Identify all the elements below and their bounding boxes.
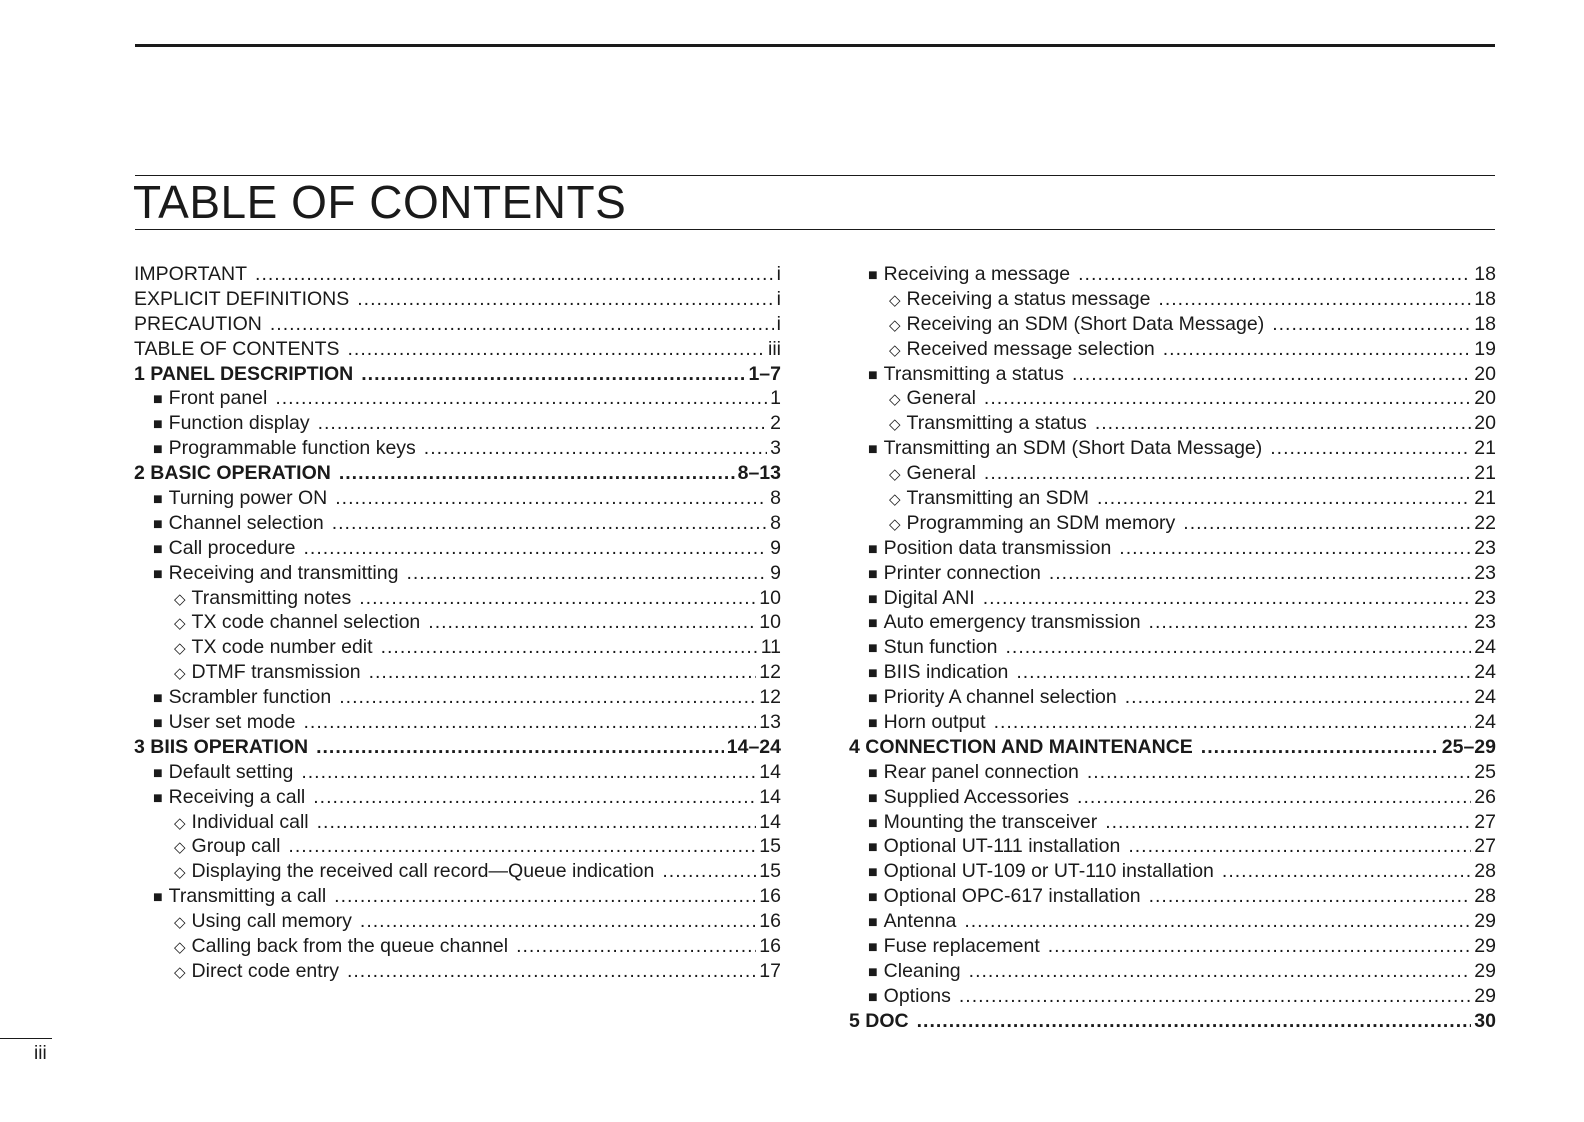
toc-entry-page: 11 (760, 636, 781, 659)
toc-entry-page: 29 (1474, 984, 1496, 1007)
dot-leader (1125, 685, 1472, 710)
toc-entry[interactable] (134, 337, 781, 362)
toc-entry-label: Transmitting notes (191, 586, 352, 609)
toc-entry-page: 14 (759, 785, 781, 808)
toc-entry[interactable] (134, 411, 781, 436)
square-bullet-icon: ■ (868, 366, 878, 384)
toc-entry-label: Displaying the received call record—Queue indication (191, 860, 655, 883)
toc-entry-page: 20 (1474, 387, 1496, 410)
toc-entry-label: Transmitting a status (906, 412, 1087, 435)
toc-entry[interactable] (849, 710, 1496, 735)
dot-leader (332, 511, 767, 536)
toc-entry-label: Turning power ON (168, 487, 328, 510)
footer-rule (0, 1038, 52, 1039)
toc-entry[interactable] (849, 486, 1496, 511)
square-bullet-icon: ■ (153, 416, 163, 434)
toc-entry-label: Options (883, 984, 951, 1007)
toc-entry[interactable] (134, 735, 781, 760)
toc-entry[interactable] (134, 461, 781, 486)
toc-entry[interactable] (134, 486, 781, 511)
diamond-bullet-icon: ◇ (889, 491, 901, 509)
toc-entry-page: 15 (759, 835, 781, 858)
toc-entry[interactable] (134, 635, 781, 660)
diamond-bullet-icon: ◇ (174, 939, 186, 957)
toc-entry-label: Rear panel connection (883, 760, 1079, 783)
diamond-bullet-icon: ◇ (174, 839, 186, 857)
toc-entry[interactable] (134, 685, 781, 710)
square-bullet-icon: ■ (868, 267, 878, 284)
toc-entry[interactable] (849, 635, 1496, 660)
toc-entry-label: 1 PANEL DESCRIPTION (134, 362, 354, 385)
toc-entry[interactable] (849, 859, 1496, 884)
toc-entry[interactable] (849, 586, 1496, 611)
toc-entry[interactable] (849, 461, 1496, 486)
square-bullet-icon: ■ (868, 715, 878, 733)
toc-entry-label: Transmitting an SDM (Short Data Message) (883, 437, 1263, 460)
square-bullet-icon: ■ (868, 690, 878, 708)
toc-entry[interactable] (134, 536, 781, 561)
dot-leader (339, 685, 756, 710)
square-bullet-icon: ■ (868, 814, 878, 832)
dot-leader (1087, 760, 1471, 785)
toc-entry-page: 9 (770, 536, 781, 559)
toc-entry[interactable] (134, 660, 781, 685)
dot-leader (1078, 262, 1471, 287)
toc-entry-page: 26 (1474, 785, 1496, 808)
toc-entry-label: EXPLICIT DEFINITIONS (134, 287, 350, 310)
toc-entry-label: Scrambler function (168, 686, 332, 709)
diamond-bullet-icon: ◇ (174, 914, 186, 932)
dot-leader (1016, 660, 1471, 685)
toc-entry-label: Stun function (883, 636, 998, 659)
toc-entry-page: 15 (759, 860, 781, 883)
toc-entry-page: 16 (759, 910, 781, 933)
toc-entry[interactable] (134, 884, 781, 909)
dot-leader (360, 909, 756, 934)
toc-entry-label: Receiving a status message (906, 287, 1151, 310)
toc-entry-page: 12 (759, 661, 781, 684)
toc-entry[interactable] (849, 984, 1496, 1009)
toc-entry[interactable] (134, 710, 781, 735)
toc-entry-page: 18 (1474, 287, 1496, 310)
toc-entry[interactable] (849, 386, 1496, 411)
toc-entry-label: Individual call (191, 810, 309, 833)
toc-entry-page: 2 (770, 412, 781, 435)
dot-leader (339, 461, 735, 486)
toc-entry-label: Default setting (168, 760, 294, 783)
toc-entry-label: Optional OPC-617 installation (883, 885, 1141, 908)
dot-leader (1149, 610, 1472, 635)
dot-leader (1222, 859, 1471, 884)
square-bullet-icon: ■ (153, 690, 163, 708)
toc-entry-label: 5 DOC (849, 1009, 909, 1032)
toc-entry-label: Using call memory (191, 910, 352, 933)
square-bullet-icon: ■ (153, 764, 163, 782)
dot-leader (406, 561, 767, 586)
toc-entry-label: 4 CONNECTION AND MAINTENANCE (849, 735, 1193, 758)
toc-entry[interactable] (849, 436, 1496, 461)
toc-entry-page: 21 (1474, 462, 1496, 485)
dot-leader (1201, 735, 1439, 760)
diamond-bullet-icon: ◇ (174, 590, 186, 608)
toc-entry-label: Fuse replacement (883, 935, 1040, 958)
toc-entry-label: Receiving a call (168, 785, 306, 808)
toc-entry-page: i (776, 312, 781, 335)
toc-entry[interactable] (849, 834, 1496, 859)
toc-entry-label: TX code number edit (191, 636, 373, 659)
toc-entry-page: 10 (759, 611, 781, 634)
toc-entry[interactable] (134, 760, 781, 785)
toc-entry[interactable] (134, 834, 781, 859)
toc-entry-page: 23 (1474, 586, 1496, 609)
square-bullet-icon: ■ (868, 914, 878, 932)
toc-entry[interactable] (134, 561, 781, 586)
dot-leader (316, 735, 724, 760)
toc-entry[interactable] (849, 561, 1496, 586)
toc-entry[interactable] (849, 312, 1496, 337)
toc-entry-page: 14 (759, 810, 781, 833)
toc-entry-page: 25 (1474, 760, 1496, 783)
toc-entry[interactable] (849, 909, 1496, 934)
toc-entry[interactable] (849, 610, 1496, 635)
dot-leader (301, 760, 756, 785)
toc-entry-label: Digital ANI (883, 586, 975, 609)
toc-entry-page: 23 (1474, 561, 1496, 584)
toc-entry[interactable] (134, 312, 781, 337)
dot-leader (994, 710, 1472, 735)
toc-entry-page: 24 (1474, 711, 1496, 734)
toc-entry-page: 18 (1474, 312, 1496, 335)
toc-entry-page: 10 (759, 586, 781, 609)
dot-leader (313, 785, 756, 810)
toc-entry-label: Programming an SDM memory (906, 511, 1176, 534)
dot-leader (917, 1009, 1472, 1034)
toc-entry-page: 29 (1474, 910, 1496, 933)
square-bullet-icon: ■ (868, 441, 878, 459)
square-bullet-icon: ■ (153, 441, 163, 459)
square-bullet-icon: ■ (868, 889, 878, 907)
toc-entry-page: 24 (1474, 686, 1496, 709)
dot-leader (1183, 511, 1471, 536)
toc-entry[interactable] (849, 362, 1496, 387)
toc-entry-label: Auto emergency transmission (883, 611, 1141, 634)
toc-entry-label: IMPORTANT (134, 263, 248, 285)
dot-leader (1119, 536, 1471, 561)
square-bullet-icon: ■ (153, 391, 163, 409)
toc-entry-label: Function display (168, 412, 310, 435)
toc-entry-page: 25–29 (1441, 735, 1496, 758)
dot-leader (1270, 436, 1471, 461)
toc-entry-page: 18 (1474, 263, 1496, 285)
title-rule-bottom (135, 229, 1495, 230)
toc-entry-page: 14 (759, 760, 781, 783)
dot-leader (1272, 312, 1471, 337)
toc-entry-page: 8 (770, 487, 781, 510)
square-bullet-icon: ■ (153, 565, 163, 583)
toc-entry[interactable] (134, 610, 781, 635)
dot-leader (304, 536, 768, 561)
toc-entry-page: 1–7 (748, 362, 781, 385)
toc-entry-page: 23 (1474, 611, 1496, 634)
toc-entry-label: Calling back from the queue channel (191, 935, 509, 958)
dot-leader (964, 909, 1471, 934)
dot-leader (303, 710, 756, 735)
square-bullet-icon: ■ (868, 615, 878, 633)
toc-entry-label: Receiving a message (883, 263, 1071, 285)
toc-entry-label: Mounting the transceiver (883, 810, 1098, 833)
toc-entry-page: 8–13 (737, 462, 781, 485)
square-bullet-icon: ■ (153, 889, 163, 907)
dot-leader (275, 386, 767, 411)
square-bullet-icon: ■ (153, 540, 163, 558)
toc-entry[interactable] (134, 934, 781, 959)
dot-leader (1105, 810, 1471, 835)
toc-entry-label: Transmitting a status (883, 362, 1064, 385)
toc-entry[interactable] (849, 685, 1496, 710)
square-bullet-icon: ■ (153, 491, 163, 509)
dot-leader (288, 834, 756, 859)
square-bullet-icon: ■ (868, 963, 878, 981)
toc-entry-label: Transmitting an SDM (906, 487, 1089, 510)
square-bullet-icon: ■ (868, 764, 878, 782)
diamond-bullet-icon: ◇ (174, 864, 186, 882)
toc-entry-label: Horn output (883, 711, 986, 734)
toc-entry-label: TX code channel selection (191, 611, 421, 634)
toc-entry[interactable] (849, 660, 1496, 685)
diamond-bullet-icon: ◇ (889, 515, 901, 533)
diamond-bullet-icon: ◇ (174, 814, 186, 832)
diamond-bullet-icon: ◇ (889, 291, 901, 309)
header-rule (135, 44, 1495, 47)
dot-leader (318, 411, 768, 436)
diamond-bullet-icon: ◇ (174, 615, 186, 633)
toc-entry-page: 27 (1474, 810, 1496, 833)
dot-leader (1072, 362, 1471, 387)
dot-leader (270, 312, 774, 337)
toc-entry-label: General (906, 462, 976, 485)
square-bullet-icon: ■ (868, 640, 878, 658)
toc-entry-page: 23 (1474, 536, 1496, 559)
diamond-bullet-icon: ◇ (174, 665, 186, 683)
toc-entry-page: 28 (1474, 885, 1496, 908)
toc-entry[interactable] (849, 287, 1496, 312)
dot-leader (516, 934, 756, 959)
toc-entry-page: 27 (1474, 835, 1496, 858)
toc-entry-page: 17 (759, 959, 781, 982)
toc-entry-page: 24 (1474, 636, 1496, 659)
toc-entry-page: 16 (759, 935, 781, 958)
square-bullet-icon: ■ (868, 540, 878, 558)
toc-entry-page: 16 (759, 885, 781, 908)
dot-leader (984, 386, 1471, 411)
square-bullet-icon: ■ (153, 515, 163, 533)
toc-entry-label: Received message selection (906, 337, 1155, 360)
dot-leader (1163, 337, 1472, 362)
square-bullet-icon: ■ (868, 789, 878, 807)
page-title: TABLE OF CONTENTS (133, 176, 627, 228)
toc-entry-page: 13 (759, 711, 781, 734)
square-bullet-icon: ■ (153, 715, 163, 733)
square-bullet-icon: ■ (868, 590, 878, 608)
square-bullet-icon: ■ (868, 839, 878, 857)
toc-entry-page: 9 (770, 561, 781, 584)
dot-leader (959, 984, 1471, 1009)
diamond-bullet-icon: ◇ (889, 316, 901, 334)
toc-entry-page: i (776, 263, 781, 285)
dot-leader (424, 436, 767, 461)
toc-entry-label: BIIS indication (883, 661, 1009, 684)
dot-leader (361, 362, 745, 387)
diamond-bullet-icon: ◇ (889, 391, 901, 409)
toc-entry-label: Position data transmission (883, 536, 1112, 559)
toc-entry-label: Group call (191, 835, 281, 858)
toc-entry[interactable] (849, 262, 1496, 287)
toc-entry-page: 14–24 (726, 735, 781, 758)
toc-entry-label: Priority A channel selection (883, 686, 1117, 709)
toc-entry-page: i (776, 287, 781, 310)
dot-leader (347, 959, 756, 984)
dot-leader (359, 586, 756, 611)
dot-leader (1077, 785, 1471, 810)
toc-entry-page: 30 (1474, 1009, 1496, 1032)
toc-entry-page: 20 (1474, 362, 1496, 385)
toc-entry-label: User set mode (168, 711, 296, 734)
toc-entry-page: 3 (770, 437, 781, 460)
dot-leader (984, 461, 1471, 486)
toc-entry[interactable] (134, 909, 781, 934)
dot-leader (1149, 884, 1472, 909)
dot-leader (1006, 635, 1472, 660)
toc-entry-page: 29 (1474, 935, 1496, 958)
toc-entry-label: Call procedure (168, 536, 296, 559)
dot-leader (255, 262, 774, 287)
toc-entry[interactable] (849, 337, 1496, 362)
page-number: iii (34, 1043, 47, 1064)
toc-entry[interactable] (134, 436, 781, 461)
toc-entry-page: 24 (1474, 661, 1496, 684)
dot-leader (381, 635, 758, 660)
toc-entry[interactable] (849, 810, 1496, 835)
toc-entry-label: Receiving an SDM (Short Data Message) (906, 312, 1265, 335)
dot-leader (1049, 561, 1471, 586)
square-bullet-icon: ■ (868, 988, 878, 1006)
toc-entry[interactable] (134, 511, 781, 536)
dot-leader (1128, 834, 1471, 859)
toc-entry[interactable] (134, 959, 781, 984)
toc-entry-label: 3 BIIS OPERATION (134, 735, 309, 758)
toc-entry-page: 21 (1474, 437, 1496, 460)
toc-entry[interactable] (849, 1009, 1496, 1034)
toc-entry[interactable] (849, 959, 1496, 984)
toc-entry[interactable] (134, 810, 781, 835)
dot-leader (1097, 486, 1471, 511)
square-bullet-icon: ■ (868, 864, 878, 882)
toc-entry-page: 21 (1474, 487, 1496, 510)
toc-entry-label: Programmable function keys (168, 437, 416, 460)
toc-entry-page: 1 (770, 387, 781, 410)
toc-entry-label: Antenna (883, 910, 957, 933)
toc-entry-label: Printer connection (883, 561, 1041, 584)
dot-leader (983, 586, 1472, 611)
square-bullet-icon: ■ (868, 665, 878, 683)
toc-entry-label: Front panel (168, 387, 268, 410)
toc-entry-label: TABLE OF CONTENTS (134, 337, 340, 360)
toc-entry-label: Optional UT-109 or UT-110 installation (883, 860, 1214, 883)
toc-entry-label: 2 BASIC OPERATION (134, 462, 331, 485)
toc-entry[interactable] (134, 386, 781, 411)
toc-entry[interactable] (134, 586, 781, 611)
toc-entry-page: 19 (1474, 337, 1496, 360)
dot-leader (317, 810, 757, 835)
toc-entry[interactable] (849, 785, 1496, 810)
toc-entry[interactable] (849, 884, 1496, 909)
toc-entry-page: 28 (1474, 860, 1496, 883)
diamond-bullet-icon: ◇ (174, 963, 186, 981)
toc-column-right (849, 262, 1496, 1034)
toc-entry-page: 20 (1474, 412, 1496, 435)
dot-leader (369, 660, 757, 685)
toc-entry[interactable] (849, 536, 1496, 561)
toc-entry-page: 12 (759, 686, 781, 709)
toc-entry-label: Optional UT-111 installation (883, 835, 1121, 858)
toc-entry[interactable] (849, 411, 1496, 436)
square-bullet-icon: ■ (153, 789, 163, 807)
diamond-bullet-icon: ◇ (889, 416, 901, 434)
toc-entry[interactable] (134, 362, 781, 387)
toc-entry-label: Receiving and transmitting (168, 561, 399, 584)
toc-entry-label: Cleaning (883, 959, 961, 982)
toc-entry-label: Direct code entry (191, 959, 339, 982)
diamond-bullet-icon: ◇ (889, 341, 901, 359)
dot-leader (334, 884, 756, 909)
square-bullet-icon: ■ (868, 939, 878, 957)
dot-leader (357, 287, 773, 312)
toc-entry[interactable] (134, 859, 781, 884)
toc-entry-label: Transmitting a call (168, 885, 327, 908)
toc-entry[interactable] (134, 262, 781, 287)
toc-entry[interactable] (849, 511, 1496, 536)
dot-leader (1048, 934, 1472, 959)
toc-entry[interactable] (849, 735, 1496, 760)
toc-entry-label: DTMF transmission (191, 661, 361, 684)
dot-leader (428, 610, 756, 635)
dot-leader (1095, 411, 1471, 436)
diamond-bullet-icon: ◇ (889, 466, 901, 484)
toc-column-left (134, 262, 781, 984)
toc-entry-page: 29 (1474, 959, 1496, 982)
toc-entry[interactable] (134, 287, 781, 312)
toc-entry-page: iii (768, 337, 781, 360)
toc-entry-label: Supplied Accessories (883, 785, 1070, 808)
toc-entry-label: PRECAUTION (134, 312, 262, 335)
dot-leader (969, 959, 1472, 984)
diamond-bullet-icon: ◇ (174, 640, 186, 658)
dot-leader (335, 486, 767, 511)
toc-entry-page: 22 (1474, 511, 1496, 534)
toc-entry[interactable] (849, 760, 1496, 785)
dot-leader (1158, 287, 1471, 312)
square-bullet-icon: ■ (868, 565, 878, 583)
toc-entry-label: Channel selection (168, 511, 324, 534)
dot-leader (348, 337, 766, 362)
toc-entry-label: General (906, 387, 976, 410)
dot-leader (662, 859, 756, 884)
toc-entry-page: 8 (770, 511, 781, 534)
toc-entry[interactable] (134, 785, 781, 810)
toc-entry[interactable] (849, 934, 1496, 959)
